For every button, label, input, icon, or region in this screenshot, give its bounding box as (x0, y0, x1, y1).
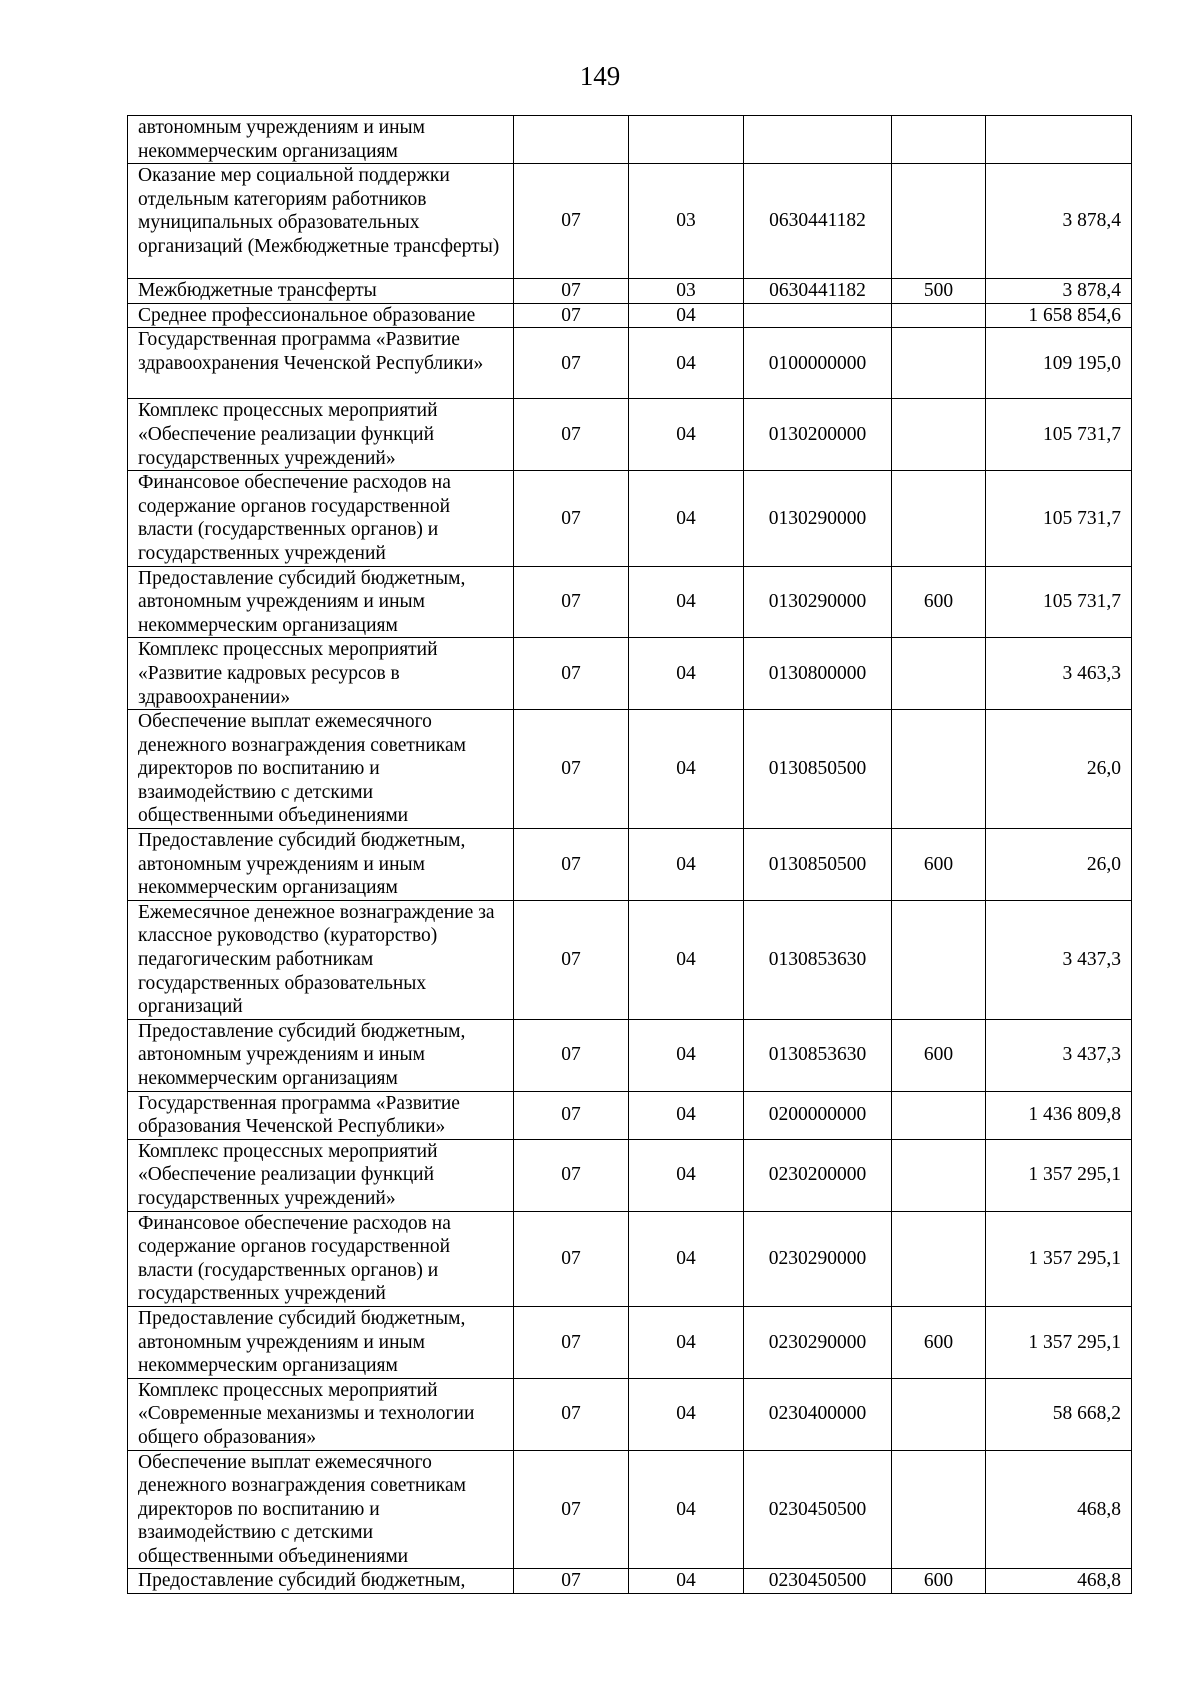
row-description: Предоставление субсидий бюджетным, автономным учреждениям и иным некоммерческим организациям (128, 829, 514, 901)
subsection-code: 04 (629, 1306, 744, 1378)
row-description: Среднее профессиональное образование (128, 303, 514, 328)
row-description: автономным учреждениям и иным некоммерческим организациям (128, 116, 514, 164)
table-row (128, 638, 1132, 710)
row-description: Обеспечение выплат ежемесячного денежного вознаграждения советникам директоров по воспитанию и взаимодействию с детскими общественными объединениями (128, 710, 514, 829)
amount: 1 658 854,6 (986, 303, 1132, 328)
subsection-code: 04 (629, 710, 744, 829)
amount: 58 668,2 (986, 1378, 1132, 1450)
target-article-code: 0230400000 (744, 1378, 892, 1450)
subsection-code (629, 116, 744, 164)
section-code: 07 (514, 328, 629, 399)
section-code: 07 (514, 638, 629, 710)
amount: 1 357 295,1 (986, 1211, 1132, 1306)
amount: 1 357 295,1 (986, 1306, 1132, 1378)
target-article-code: 0230450500 (744, 1569, 892, 1594)
row-description: Комплекс процессных мероприятий «Современные механизмы и технологии общего образования» (128, 1378, 514, 1450)
subsection-code: 04 (629, 566, 744, 638)
row-description: Государственная программа «Развитие образования Чеченской Республики» (128, 1091, 514, 1139)
section-code: 07 (514, 829, 629, 901)
expense-type-code: 600 (892, 566, 986, 638)
subsection-code: 04 (629, 1450, 744, 1569)
table-row (128, 303, 1132, 328)
row-description: Предоставление субсидий бюджетным, автономным учреждениям и иным некоммерческим организациям (128, 1306, 514, 1378)
expense-type-code (892, 1378, 986, 1450)
table-row (128, 1091, 1132, 1139)
section-code: 07 (514, 399, 629, 471)
expense-type-code (892, 638, 986, 710)
subsection-code: 04 (629, 1378, 744, 1450)
expense-type-code: 600 (892, 1569, 986, 1594)
expense-type-code (892, 710, 986, 829)
section-code: 07 (514, 710, 629, 829)
table-row (128, 164, 1132, 279)
section-code: 07 (514, 1091, 629, 1139)
section-code (514, 116, 629, 164)
amount: 468,8 (986, 1569, 1132, 1594)
target-article-code: 0230450500 (744, 1450, 892, 1569)
target-article-code: 0130853630 (744, 900, 892, 1019)
table-row (128, 116, 1132, 164)
expense-type-code: 600 (892, 829, 986, 901)
target-article-code: 0200000000 (744, 1091, 892, 1139)
table-row (128, 1378, 1132, 1450)
section-code: 07 (514, 303, 629, 328)
amount: 1 436 809,8 (986, 1091, 1132, 1139)
target-article-code: 0130200000 (744, 399, 892, 471)
row-description: Предоставление субсидий бюджетным, автономным учреждениям и иным некоммерческим организациям (128, 566, 514, 638)
subsection-code: 03 (629, 164, 744, 279)
section-code: 07 (514, 1450, 629, 1569)
target-article-code: 0130290000 (744, 566, 892, 638)
expense-type-code (892, 1450, 986, 1569)
amount: 3 878,4 (986, 279, 1132, 304)
amount: 3 463,3 (986, 638, 1132, 710)
row-description: Государственная программа «Развитие здравоохранения Чеченской Республики» (128, 328, 514, 399)
amount: 468,8 (986, 1450, 1132, 1569)
expense-type-code (892, 1139, 986, 1211)
row-description: Предоставление субсидий бюджетным, автономным учреждениям и иным некоммерческим организациям (128, 1019, 514, 1091)
amount: 26,0 (986, 710, 1132, 829)
section-code: 07 (514, 900, 629, 1019)
row-description: Комплекс процессных мероприятий «Обеспечение реализации функций государственных учреждений» (128, 1139, 514, 1211)
amount: 3 878,4 (986, 164, 1132, 279)
amount: 1 357 295,1 (986, 1139, 1132, 1211)
target-article-code (744, 303, 892, 328)
table-row (128, 1569, 1132, 1594)
expense-type-code (892, 1091, 986, 1139)
expense-type-code: 600 (892, 1306, 986, 1378)
expense-type-code (892, 900, 986, 1019)
page-number: 149 (579, 61, 621, 91)
section-code: 07 (514, 471, 629, 566)
table-row (128, 328, 1132, 399)
table-row (128, 1139, 1132, 1211)
table-row (128, 471, 1132, 566)
section-code: 07 (514, 1019, 629, 1091)
row-description: Ежемесячное денежное вознаграждение за классное руководство (кураторство) педагогическим работникам государственных образовательных организаций (128, 900, 514, 1019)
subsection-code: 04 (629, 1019, 744, 1091)
target-article-code: 0100000000 (744, 328, 892, 399)
subsection-code: 04 (629, 1569, 744, 1594)
row-description: Комплекс процессных мероприятий «Развитие кадровых ресурсов в здравоохранении» (128, 638, 514, 710)
subsection-code: 04 (629, 471, 744, 566)
subsection-code: 04 (629, 303, 744, 328)
target-article-code: 0130850500 (744, 710, 892, 829)
expense-type-code (892, 1211, 986, 1306)
subsection-code: 03 (629, 279, 744, 304)
subsection-code: 04 (629, 399, 744, 471)
row-description: Оказание мер социальной поддержки отдельным категориям работников муниципальных образовательных организаций (Межбюджетные трансферты) (128, 164, 514, 279)
row-description: Финансовое обеспечение расходов на содержание органов государственной власти (государственных органов) и государственных учреждений (128, 471, 514, 566)
budget-table (127, 115, 1132, 1594)
table-row (128, 1211, 1132, 1306)
section-code: 07 (514, 1139, 629, 1211)
row-description: Предоставление субсидий бюджетным, (128, 1569, 514, 1594)
target-article-code: 0230290000 (744, 1306, 892, 1378)
target-article-code: 0130853630 (744, 1019, 892, 1091)
target-article-code: 0130800000 (744, 638, 892, 710)
subsection-code: 04 (629, 1091, 744, 1139)
target-article-code: 0130850500 (744, 829, 892, 901)
table-row (128, 1019, 1132, 1091)
expense-type-code (892, 328, 986, 399)
expense-type-code (892, 471, 986, 566)
amount: 105 731,7 (986, 566, 1132, 638)
amount: 109 195,0 (986, 328, 1132, 399)
section-code: 07 (514, 1569, 629, 1594)
target-article-code: 0230290000 (744, 1211, 892, 1306)
table-row (128, 900, 1132, 1019)
expense-type-code (892, 164, 986, 279)
table-row (128, 279, 1132, 304)
section-code: 07 (514, 566, 629, 638)
expense-type-code (892, 303, 986, 328)
subsection-code: 04 (629, 900, 744, 1019)
section-code: 07 (514, 279, 629, 304)
amount: 26,0 (986, 829, 1132, 901)
section-code: 07 (514, 1378, 629, 1450)
row-description: Комплекс процессных мероприятий «Обеспечение реализации функций государственных учреждений» (128, 399, 514, 471)
amount: 105 731,7 (986, 471, 1132, 566)
section-code: 07 (514, 1211, 629, 1306)
section-code: 07 (514, 1306, 629, 1378)
table-row (128, 399, 1132, 471)
expense-type-code (892, 399, 986, 471)
target-article-code (744, 116, 892, 164)
subsection-code: 04 (629, 1211, 744, 1306)
target-article-code: 0130290000 (744, 471, 892, 566)
table-row (128, 710, 1132, 829)
expense-type-code (892, 116, 986, 164)
subsection-code: 04 (629, 328, 744, 399)
amount: 105 731,7 (986, 399, 1132, 471)
row-description: Обеспечение выплат ежемесячного денежного вознаграждения советникам директоров по воспитанию и взаимодействию с детскими общественными объединениями (128, 1450, 514, 1569)
amount (986, 116, 1132, 164)
target-article-code: 0630441182 (744, 164, 892, 279)
subsection-code: 04 (629, 638, 744, 710)
table-row (128, 1306, 1132, 1378)
expense-type-code: 500 (892, 279, 986, 304)
table-row (128, 1450, 1132, 1569)
row-description: Межбюджетные трансферты (128, 279, 514, 304)
section-code: 07 (514, 164, 629, 279)
amount: 3 437,3 (986, 900, 1132, 1019)
row-description: Финансовое обеспечение расходов на содержание органов государственной власти (государственных органов) и государственных учреждений (128, 1211, 514, 1306)
amount: 3 437,3 (986, 1019, 1132, 1091)
subsection-code: 04 (629, 829, 744, 901)
target-article-code: 0230200000 (744, 1139, 892, 1211)
table-row (128, 566, 1132, 638)
table-row (128, 829, 1132, 901)
target-article-code: 0630441182 (744, 279, 892, 304)
subsection-code: 04 (629, 1139, 744, 1211)
expense-type-code: 600 (892, 1019, 986, 1091)
